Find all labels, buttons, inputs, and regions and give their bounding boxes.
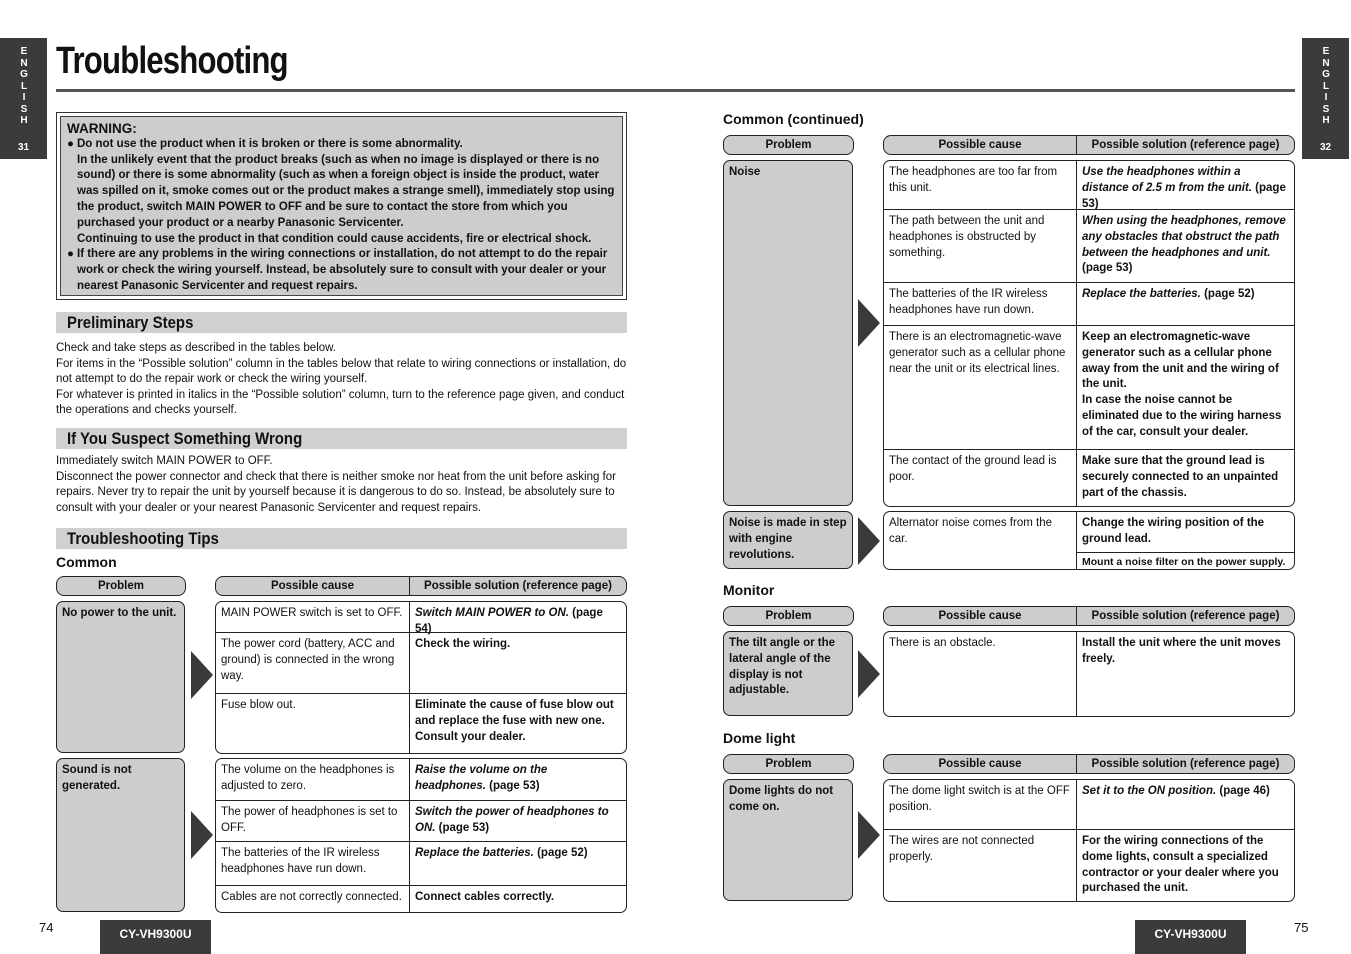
cause-cell: Cables are not correctly connected.	[216, 886, 410, 912]
warning-item-tail: Continuing to use the product in that condition could cause accidents, fire or electrical shock.	[77, 232, 592, 245]
cause-cell: Alternator noise comes from the car.	[884, 512, 1077, 569]
language-tab-left	[0, 38, 47, 159]
problem-monitor-angle: The tilt angle or the lateral angle of the display is not adjustable.	[723, 631, 853, 716]
header-cause: Possible cause	[884, 607, 1077, 625]
cause-cell: Fuse blow out.	[216, 694, 410, 753]
arrow-icon	[858, 517, 880, 565]
solution-cell: Eliminate the cause of fuse blow out and replace the fuse with new one. Consult your dealer.	[415, 699, 614, 743]
subheading-common: Common	[56, 554, 117, 570]
cause-cell: MAIN POWER switch is set to OFF.	[216, 602, 410, 632]
table-row	[884, 829, 1294, 901]
paragraph: For items in the “Possible solution” column in the tables below that relate to wiring connections or installation, do not attempt to do the repair work or check the wiring yourself.	[56, 357, 627, 386]
cause-cell: The power cord (battery, ACC and ground) is connected in the wrong way.	[216, 633, 410, 693]
problem-dome-light: Dome lights do not come on.	[723, 779, 853, 901]
cause-cell: The path between the unit and headphones is obstructed by something.	[884, 210, 1077, 282]
cause-cell: The wires are not connected properly.	[884, 830, 1077, 901]
header-solution: Possible solution (reference page)	[1091, 139, 1280, 151]
header-cause-solution	[215, 576, 627, 596]
solution-table	[883, 160, 1295, 507]
table-row	[884, 780, 1294, 829]
solution-cell: Use the headphones within a distance of 2.5 m from the unit. (page 53)	[1082, 166, 1286, 210]
table-row	[884, 325, 1294, 449]
subheading-monitor: Monitor	[723, 582, 775, 598]
paragraph: Immediately switch MAIN POWER to OFF.	[56, 455, 273, 467]
header-problem: Problem	[723, 135, 854, 155]
solution-cell: Switch the power of headphones to ON. (page 53)	[415, 806, 609, 834]
model-badge-right: CY-VH9300U	[1135, 920, 1246, 954]
arrow-icon	[858, 650, 880, 698]
preliminary-text	[56, 341, 627, 419]
problem-sound: Sound is not generated.	[56, 758, 185, 912]
header-solution: Possible solution (reference page)	[1091, 758, 1280, 770]
header-cause: Possible cause	[884, 755, 1077, 773]
cause-cell: The batteries of the IR wireless headphones have run down.	[884, 283, 1077, 325]
cause-cell: The headphones are too far from this unit.	[884, 161, 1077, 209]
subheading-common-continued: Common (continued)	[723, 111, 864, 127]
header-cause: Possible cause	[884, 136, 1077, 154]
language-tab-letters: ENGLISH	[20, 46, 28, 126]
cause-cell: There is an electromagnetic-wave generator such as a cellular phone near the unit or its electrical lines.	[884, 326, 1077, 449]
table-row	[884, 512, 1294, 569]
page-number-left: 74	[39, 920, 54, 935]
solution-table	[883, 779, 1295, 902]
section-heading-preliminary: Preliminary Steps	[56, 312, 627, 333]
warning-item-body: In the unlikely event that the product breaks (such as when no image is displayed or there is no sound) or there is some abnormality (such as when a foreign object is inside the product, water was spilled on it, smoke comes out or the product makes a strange smell), immediately stop using the product, switch MAIN POWER to OFF and be sure to contact the store from which you purchased your product or a nearby Panasonic Servicenter.	[77, 153, 615, 229]
header-solution: Possible solution (reference page)	[1091, 610, 1280, 622]
model-badge-left: CY-VH9300U	[100, 920, 211, 954]
problem-noise: Noise	[723, 160, 853, 506]
page-number-right: 75	[1294, 920, 1309, 935]
cause-cell: The contact of the ground lead is poor.	[884, 450, 1077, 506]
solution-cell: For the wiring connections of the dome lights, consult a specialized contractor or your dealer where you purchased the unit.	[1082, 835, 1279, 895]
arrow-icon	[191, 651, 213, 699]
header-solution: Possible solution (reference page)	[424, 580, 612, 592]
solution-cell: Replace the batteries. (page 52)	[1082, 288, 1255, 300]
paragraph: Check and take steps as described in the tables below.	[56, 342, 337, 354]
title-rule	[56, 89, 1295, 92]
section-heading-tips: Troubleshooting Tips	[56, 528, 627, 549]
header-cause-solution	[883, 135, 1295, 155]
cause-cell: The dome light switch is at the OFF position.	[884, 780, 1077, 829]
solution-cell: Switch MAIN POWER to ON. (page 54)	[415, 607, 603, 635]
table-row	[216, 841, 626, 885]
header-cause: Possible cause	[216, 577, 410, 595]
solution-table	[215, 601, 627, 754]
chapter-number: 31	[17, 142, 30, 153]
suspect-text	[56, 454, 627, 516]
table-row	[216, 759, 626, 800]
warning-item: ● Do not use the product when it is broken or there is some abnormality. In the unlikely event that the product breaks (such as when no image is displayed or there is no sound) or there is some abnormality (such as when a foreign object is inside the product, water was spilled on it, smoke comes out or the product makes a strange smell), immediately stop using the product, switch MAIN POWER to OFF and be sure to contact the store from which you purchased your product or a nearby Panasonic Servicenter. Continuing to use the product in that condition could cause accidents, fire or electrical shock.	[67, 137, 616, 248]
table-row	[216, 800, 626, 841]
table-row	[884, 282, 1294, 325]
header-cause-solution	[883, 754, 1295, 774]
warning-heading: WARNING:	[67, 121, 137, 136]
page-title: Troubleshooting	[56, 40, 288, 82]
header-problem: Problem	[56, 576, 186, 596]
arrow-icon	[191, 811, 213, 859]
cause-cell: There is an obstacle.	[884, 632, 1077, 716]
table-row	[884, 209, 1294, 282]
solution-cell: Raise the volume on the headphones. (page 53)	[415, 764, 548, 792]
solution-table	[883, 631, 1295, 717]
solution-table	[883, 511, 1295, 570]
solution-cell: Connect cables correctly.	[415, 891, 555, 903]
chapter-number: 32	[1319, 142, 1332, 153]
solution-cell: Check the wiring.	[415, 638, 511, 650]
header-cause-solution	[883, 606, 1295, 626]
solution-cell: When using the headphones, remove any obstacles that obstruct the path between the headphones and unit. (page 53)	[1082, 215, 1286, 275]
solution-cell: Change the wiring position of the ground lead. Mount a noise filter on the power supply.	[1077, 512, 1294, 569]
cause-cell: The power of headphones is set to OFF.	[216, 801, 410, 841]
warning-item-lead: Do not use the product when it is broken or there is some abnormality.	[77, 137, 463, 150]
language-tab-right	[1302, 38, 1349, 159]
warning-item-lead: If there are any problems in the wiring connections or installation, do not attempt to do the repair work or check the wiring yourself. Instead, be absolutely sure to consult with your dealer or your nearest Panasonic Servicenter and request repairs.	[77, 248, 608, 292]
subheading-dome-light: Dome light	[723, 730, 796, 746]
solution-cell: Keep an electromagnetic-wave generator such as a cellular phone away from the unit and the wiring of the unit. In case the noise cannot be eliminated due to the wiring harness of the car, consult your dealer.	[1082, 331, 1282, 438]
paragraph: Disconnect the power connector and check that there is neither smoke nor heat from the unit before asking for repairs. Never try to repair the unit by yourself because it is dangerous to do so. Instead, be absolutely sure to consult with your dealer or your nearest Panasonic Servicenter and request repairs.	[56, 470, 616, 514]
table-row	[884, 161, 1294, 209]
arrow-icon	[858, 299, 880, 347]
cause-cell: The volume on the headphones is adjusted to zero.	[216, 759, 410, 800]
table-row	[216, 632, 626, 693]
paragraph: For whatever is printed in italics in the “Possible solution” column, turn to the reference page given, and conduct the operations and checks yourself.	[56, 388, 625, 417]
warning-box	[56, 112, 627, 300]
solution-cell: Make sure that the ground lead is securely connected to an unpainted part of the chassis.	[1082, 455, 1279, 499]
solution-cell: Set it to the ON position. (page 46)	[1082, 785, 1270, 797]
arrow-icon	[858, 811, 880, 859]
solution-note: Mount a noise filter on the power supply.	[1077, 552, 1294, 570]
language-tab-letters: ENGLISH	[1322, 46, 1330, 126]
solution-table	[215, 758, 627, 913]
cause-cell: The batteries of the IR wireless headphones have run down.	[216, 842, 410, 885]
table-row	[216, 885, 626, 912]
table-row	[884, 449, 1294, 506]
section-heading-suspect: If You Suspect Something Wrong	[56, 428, 627, 449]
header-problem: Problem	[723, 606, 854, 626]
table-row	[216, 602, 626, 635]
table-row	[884, 632, 1294, 716]
problem-noise-engine: Noise is made in step with engine revolutions.	[723, 511, 853, 569]
problem-no-power: No power to the unit.	[56, 601, 185, 753]
solution-cell: Replace the batteries. (page 52)	[415, 847, 588, 859]
header-problem: Problem	[723, 754, 854, 774]
table-row	[216, 693, 626, 753]
warning-item: ● If there are any problems in the wiring connections or installation, do not attempt to do the repair work or check the wiring yourself. Instead, be absolutely sure to consult with your dealer or your nearest Panasonic Servicenter and request repairs.	[67, 247, 616, 294]
solution-cell: Install the unit where the unit moves freely.	[1082, 637, 1281, 665]
